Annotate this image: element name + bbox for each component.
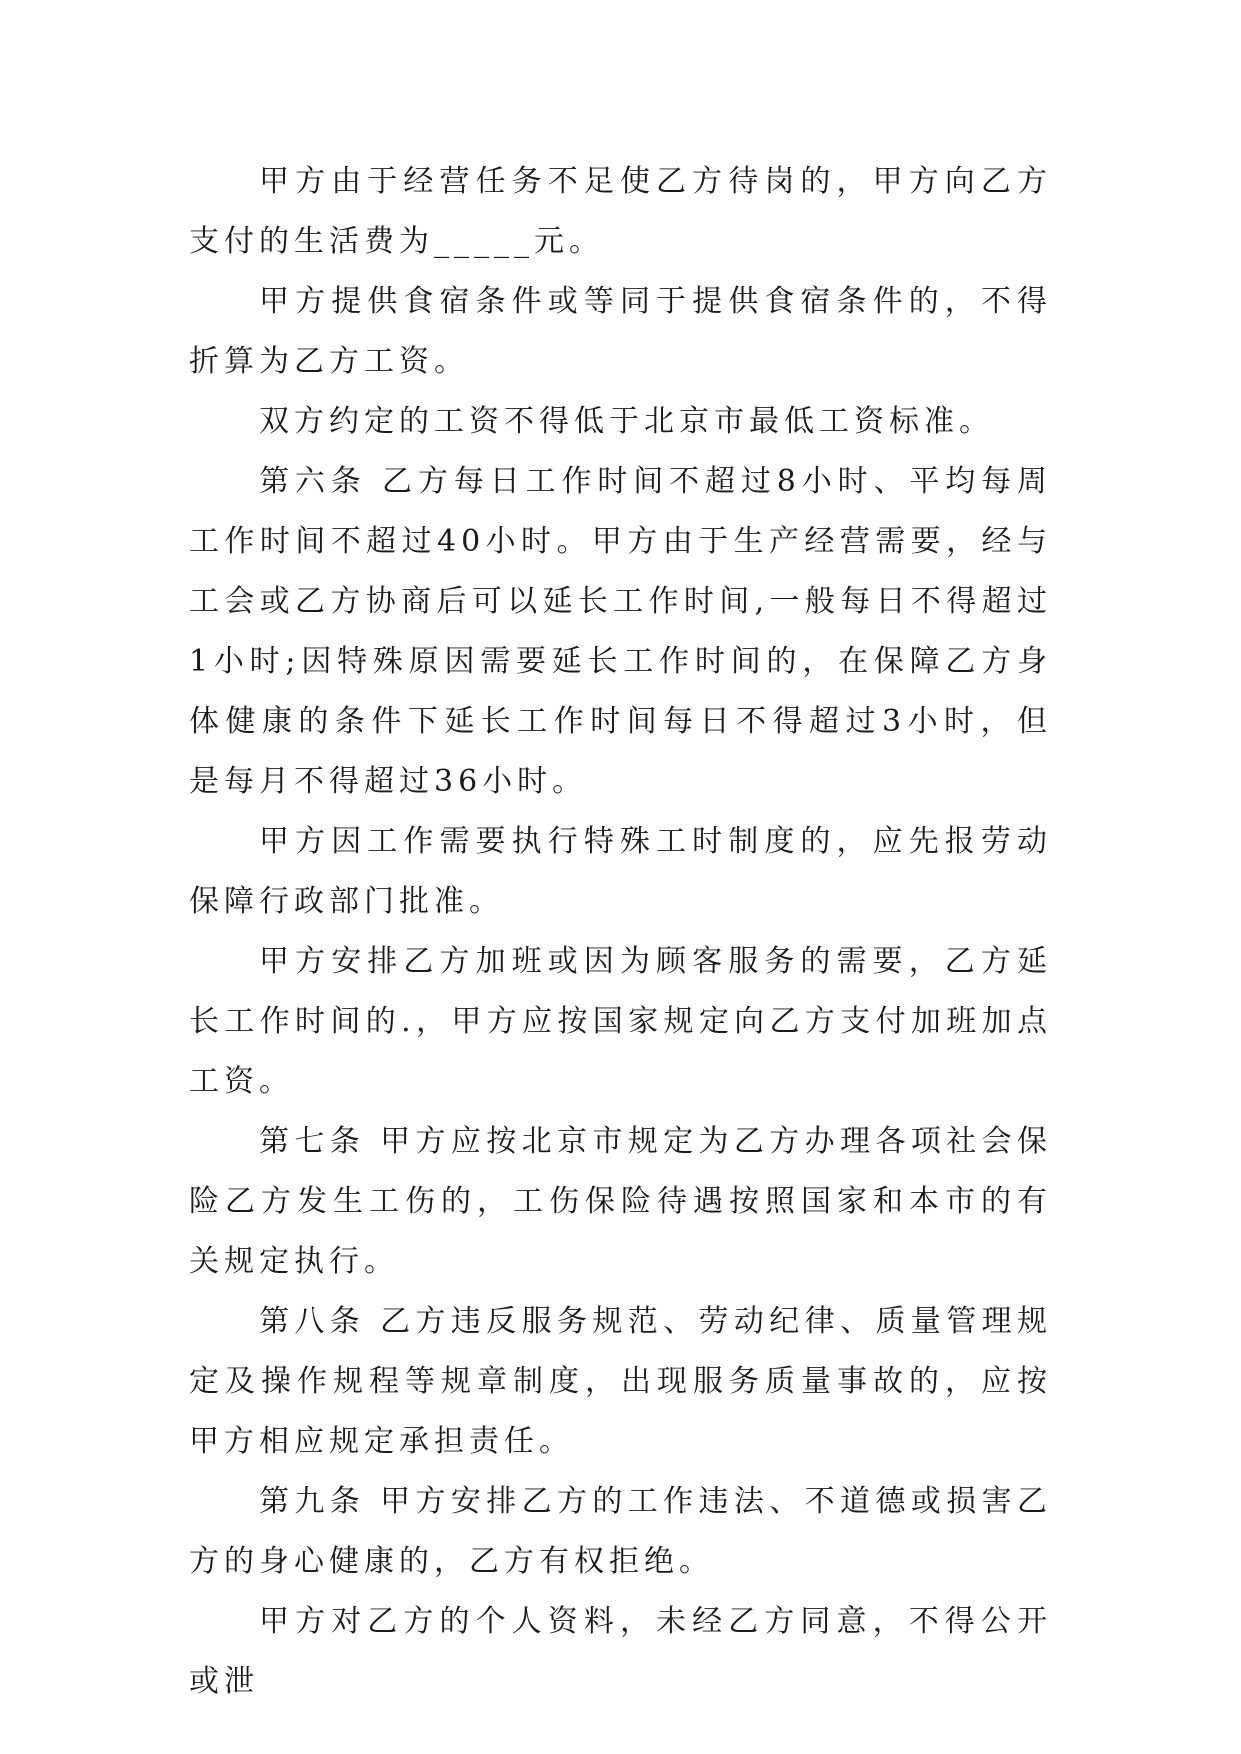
paragraph-special-hours-approval: 甲方因工作需要执行特殊工时制度的，应先报劳动保障行政部门批准。 — [189, 824, 1052, 919]
paragraph-standby-pay: 甲方由于经营任务不足使乙方待岗的，甲方向乙方支付的生活费为_____元。 — [189, 164, 1052, 259]
paragraph-food-lodging: 甲方提供食宿条件或等同于提供食宿条件的，不得折算为乙方工资。 — [189, 284, 1052, 379]
paragraph-article-9-right-to-refuse: 第九条 甲方安排乙方的工作违法、不道德或损害乙方的身心健康的，乙方有权拒绝。 — [189, 1484, 1052, 1579]
paragraph-article-8-violations: 第八条 乙方违反服务规范、劳动纪律、质量管理规定及操作规程等规章制度，出现服务质量事故的，应按甲方相应规定承担责任。 — [189, 1304, 1052, 1459]
paragraph-personal-data: 甲方对乙方的个人资料，未经乙方同意，不得公开或泄 — [189, 1604, 1052, 1699]
paragraph-minimum-wage: 双方约定的工资不得低于北京市最低工资标准。 — [259, 404, 994, 439]
paragraph-overtime-pay: 甲方安排乙方加班或因为顾客服务的需要，乙方延长工作时间的.，甲方应按国家规定向乙方支付加班加点工资。 — [189, 944, 1052, 1099]
paragraph-article-6-working-hours: 第六条 乙方每日工作时间不超过8小时、平均每周工作时间不超过40小时。甲方由于生产经营需要，经与工会或乙方协商后可以延长工作时间,一般每日不得超过1小时;因特殊原因需要延长工作时间的，在保障乙方身体健康的条件下延长工作时间每日不得超过3小时，但是每月不得超过36小时。 — [189, 464, 1052, 799]
paragraph-article-7-social-insurance: 第七条 甲方应按北京市规定为乙方办理各项社会保险乙方发生工伤的，工伤保险待遇按照国家和本市的有关规定执行。 — [189, 1124, 1052, 1279]
